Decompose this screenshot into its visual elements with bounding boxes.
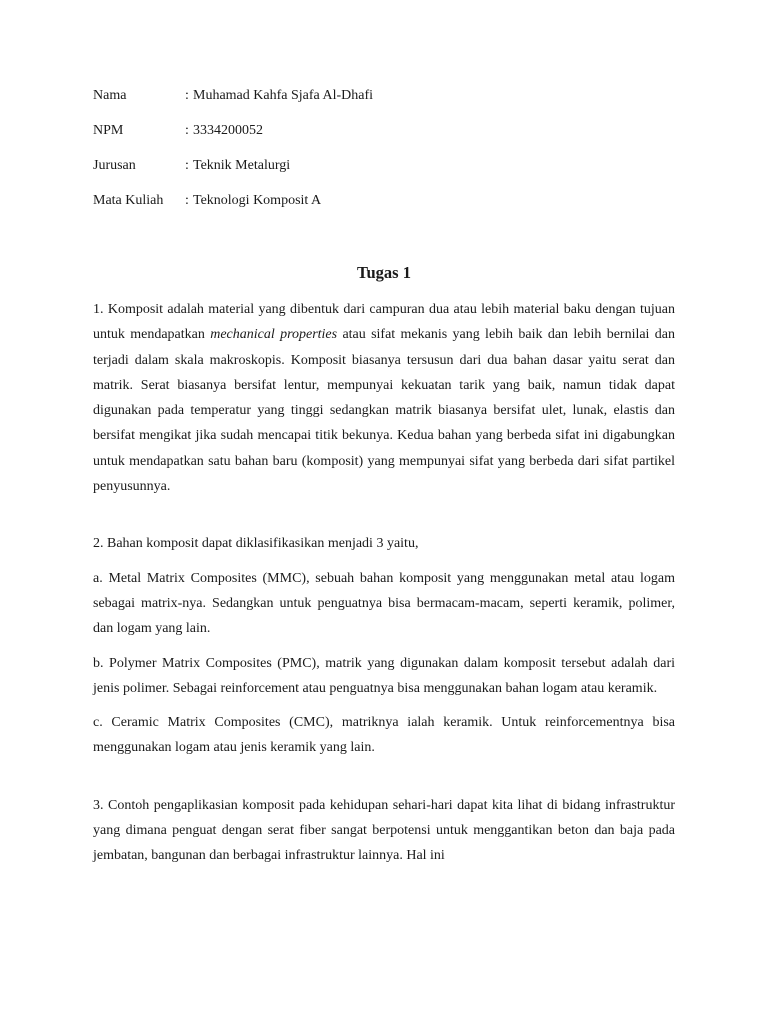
answer-1-paragraph xyxy=(93,297,675,499)
answer-2-item-a: a. Metal Matrix Composites (MMC), sebuah bahan komposit yang menggunakan metal atau logam sebagai matrix-nya. Sedangkan untuk penguatnya bisa bermacam-macam, seperti keramik, polimer, dan logam yang lain. xyxy=(93,570,675,637)
identity-label: Nama xyxy=(93,88,127,103)
identity-label: Mata Kuliah xyxy=(93,193,164,208)
identity-row-npm xyxy=(93,121,373,156)
section-spacer xyxy=(93,761,675,793)
identity-colon: : xyxy=(185,158,189,173)
section-spacer xyxy=(93,499,675,531)
identity-value: 3334200052 xyxy=(193,123,263,138)
identity-colon: : xyxy=(185,88,189,103)
identity-colon: : xyxy=(185,193,189,208)
document-body xyxy=(93,297,675,869)
answer-3-paragraph: 3. Contoh pengaplikasian komposit pada kehidupan sehari-hari dapat kita lihat di bidang infrastruktur yang dimana penguat dengan serat fiber sangat berpotensi untuk menggantikan beton dan baja pada jembatan, bangunan dan berbagai infrastruktur lainnya. Hal ini xyxy=(93,797,675,864)
answer-1-italic-term: mechanical properties xyxy=(210,327,338,343)
paragraph-spacer xyxy=(93,557,675,566)
identity-label: Jurusan xyxy=(93,158,136,173)
identity-label: NPM xyxy=(93,123,124,138)
identity-value: Teknologi Komposit A xyxy=(193,193,322,208)
answer-2-item-c: c. Ceramic Matrix Composites (CMC), matriknya ialah keramik. Untuk reinforcementnya bisa menggunakan logam atau jenis keramik yang lain. xyxy=(93,715,675,756)
answer-2-intro: 2. Bahan komposit dapat diklasifikasikan menjadi 3 yaitu, xyxy=(93,536,419,552)
identity-row-jurusan xyxy=(93,156,373,191)
identity-value: Teknik Metalurgi xyxy=(193,158,291,173)
document-title: Tugas 1 xyxy=(357,263,411,282)
answer-2-item-b: b. Polymer Matrix Composites (PMC), matrik yang digunakan dalam komposit tersebut adalah dari jenis polimer. Sebagai reinforcement atau penguatnya bisa menggunakan bahan logam atau keramik. xyxy=(93,655,675,696)
identity-value: Muhamad Kahfa Sjafa Al-Dhafi xyxy=(193,88,373,103)
paragraph-spacer xyxy=(93,701,675,710)
identity-block xyxy=(93,86,373,226)
answer-1-text-before: 1. Komposit adalah material yang dibentuk dari campuran dua atau lebih material baku dengan tujuan untuk mendapatkan xyxy=(93,302,675,343)
answer-1-text-after: atau sifat mekanis yang lebih baik dan lebih bernilai dan terjadi dalam skala makroskopis. Komposit biasanya tersusun dari dua bahan dasar yaitu serat dan matrik. Serat biasanya bersifat lentur, mempunyai kekuatan tarik yang baik, namun tidak dapat digunakan pada temperatur yang tinggi sedangkan matrik biasanya bersifat ulet, lunak, elastis dan bersifat mengikat jika sudah mencapai titik bekunya. Kedua bahan yang berbeda sifat ini digabungkan untuk mendapatkan satu bahan baru (komposit) yang mempunyai sifat yang berbeda dari sifat partikel penyusunnya. xyxy=(93,327,675,495)
identity-row-nama xyxy=(93,86,373,121)
identity-row-mata-kuliah xyxy=(93,191,373,226)
identity-colon: : xyxy=(185,123,189,138)
paragraph-spacer xyxy=(93,642,675,651)
